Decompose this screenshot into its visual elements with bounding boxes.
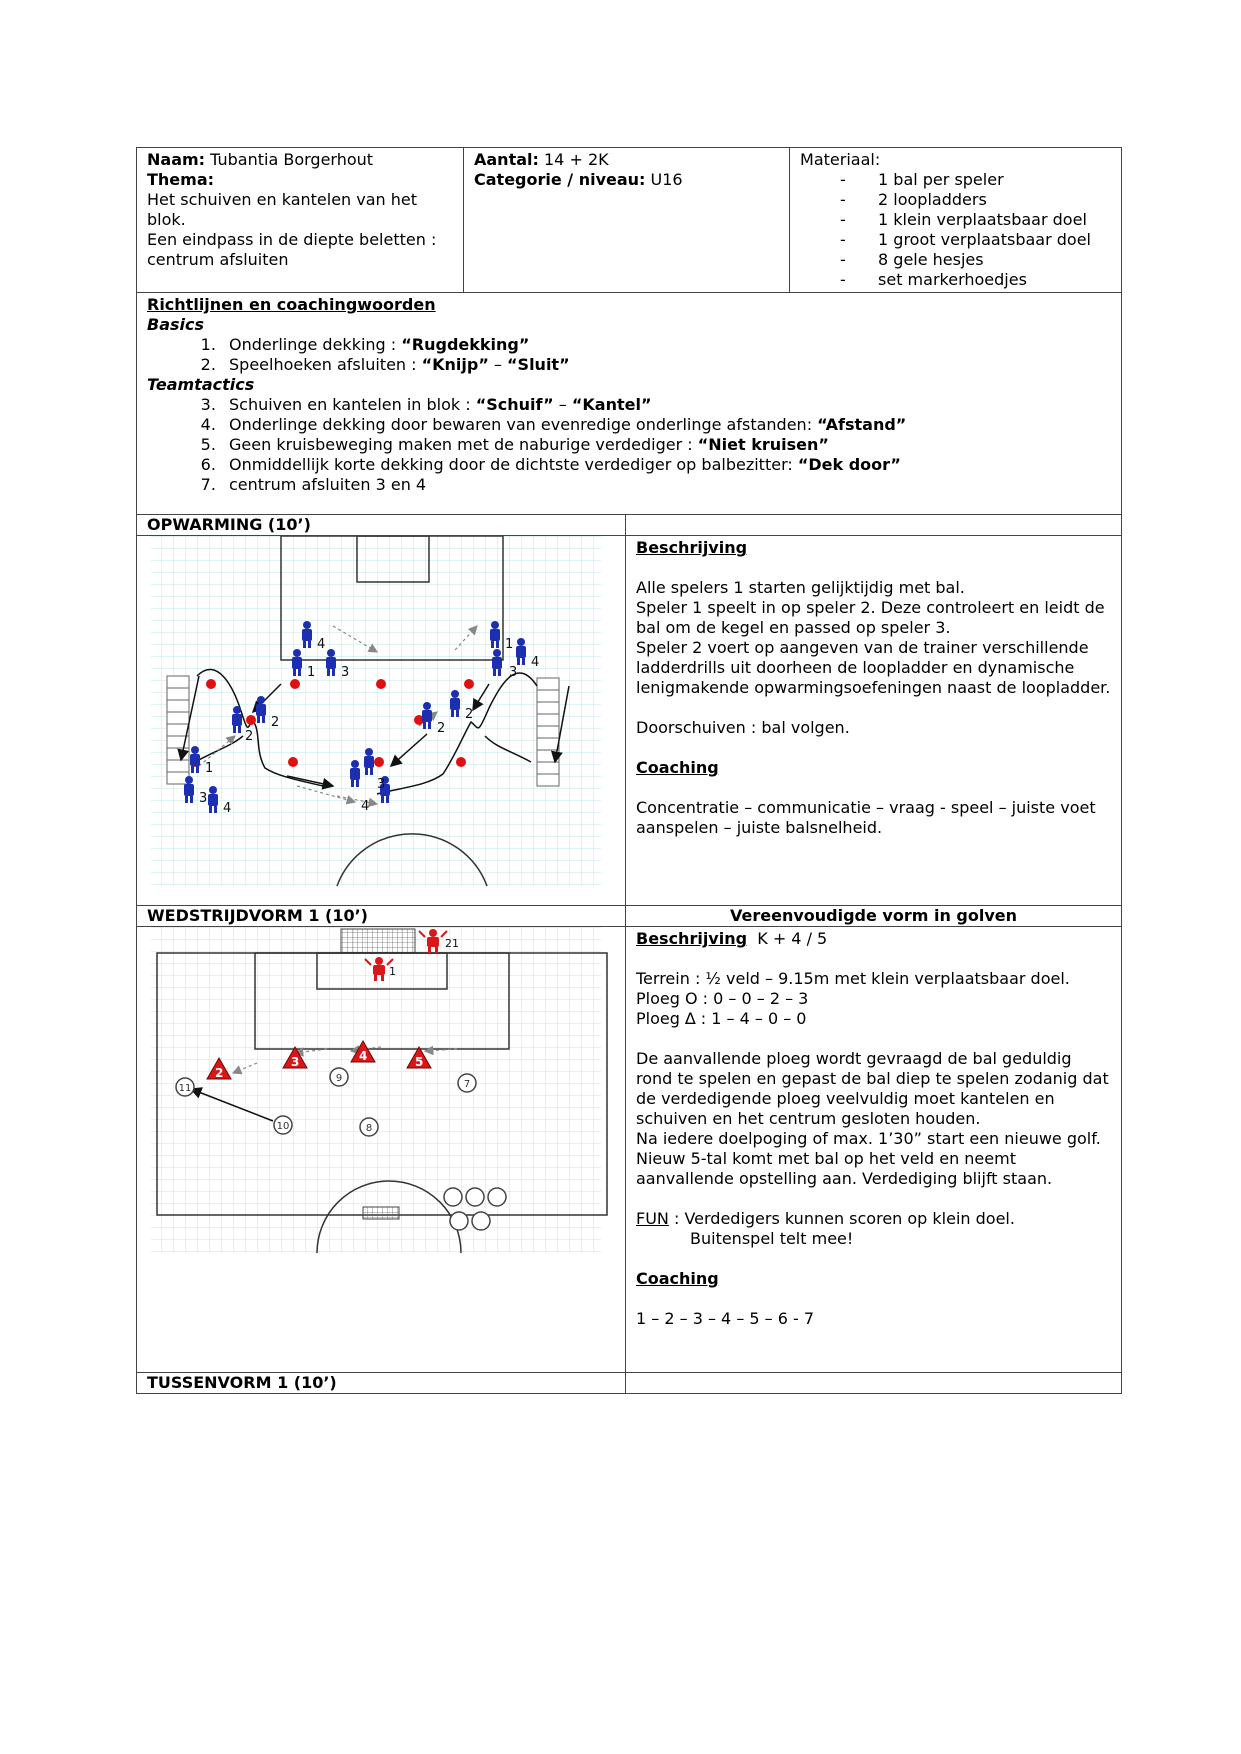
wedstrijdvorm-paragraph: De aanvallende ploeg wordt gevraagd de bal geduldig rond te spelen en gepast de bal diep te spelen zodanig dat de verdedigende ploeg veelvuldig moet kantelen en schuiven en het centrum gesloten houden. Na iedere doelpoging of max. 1’30” start een nieuwe golf. Nieuw 5-tal komt met bal op het veld en neemt aanvallende opstelling aan. Verdediging blijft staan. bbox=[636, 1049, 1109, 1188]
wedstrijdvorm-header-row bbox=[137, 906, 1122, 927]
aantal-cell bbox=[464, 148, 790, 293]
wedstrijdvorm-diagram bbox=[137, 927, 625, 1367]
player-number: 4 bbox=[361, 799, 370, 814]
teamtactics-item: 5. Geen kruisbeweging maken met de naburige verdediger : “Niet kruisen” bbox=[221, 435, 1111, 455]
materiaal-item: - set markerhoedjes bbox=[840, 270, 1111, 290]
player-number: 2 bbox=[437, 721, 446, 736]
wedstrijdvorm-title: WEDSTRIJDVORM 1 (10’) bbox=[137, 906, 626, 927]
thema-line: Het schuiven en kantelen van het bbox=[147, 190, 418, 209]
richtlijnen-cell bbox=[137, 293, 1122, 515]
player-number: 4 bbox=[223, 801, 232, 816]
fun-line: : Verdedigers kunnen scoren op klein doel. bbox=[668, 1209, 1015, 1228]
player-number: 1 bbox=[307, 665, 316, 680]
thema-label: Thema: bbox=[147, 170, 215, 189]
aantal-label: Aantal: bbox=[474, 150, 539, 169]
player-number: 1 bbox=[205, 761, 214, 776]
teamtactics-item: 6. Onmiddellijk korte dekking door de dichtste verdediger op balbezitter: “Dek door” bbox=[221, 455, 1111, 475]
teamtactics-item: 4. Onderlinge dekking door bewaren van evenredige onderlinge afstanden: “Afstand” bbox=[221, 415, 1111, 435]
opwarming-text-cell bbox=[626, 536, 1122, 906]
wedstrijdvorm-diagram-cell bbox=[137, 927, 626, 1373]
wedstrijdvorm-text-cell bbox=[626, 927, 1122, 1373]
ploeg-o-text: Ploeg O : 0 – 0 – 2 – 3 bbox=[636, 989, 809, 1008]
wedstrijdvorm-row bbox=[137, 927, 1122, 1373]
opwarming-paragraph: Doorschuiven : bal volgen. bbox=[636, 718, 850, 737]
attacker-number: 11 bbox=[178, 1083, 192, 1094]
teamtactics-title: Teamtactics bbox=[147, 375, 255, 394]
player-number: 2 bbox=[465, 707, 474, 722]
tussenvorm-title: TUSSENVORM 1 (10’) bbox=[137, 1373, 626, 1394]
player-number: 4 bbox=[531, 655, 540, 670]
training-sheet bbox=[136, 147, 1121, 1394]
defender-number: 3 bbox=[291, 1055, 300, 1069]
materiaal-item: - 1 klein verplaatsbaar doel bbox=[840, 210, 1111, 230]
materiaal-item: - 2 loopladders bbox=[840, 190, 1111, 210]
thema-line: blok. bbox=[147, 210, 186, 229]
keeper-number: 21 bbox=[445, 937, 459, 950]
player-number: 3 bbox=[377, 777, 386, 792]
richtlijnen-row bbox=[137, 293, 1122, 515]
fun-line: Buitenspel telt mee! bbox=[690, 1229, 854, 1248]
keeper-number: 1 bbox=[389, 965, 396, 978]
naam-value: Tubantia Borgerhout bbox=[210, 150, 374, 169]
beschrijving-title: Beschrijving bbox=[636, 538, 748, 557]
loopladder-right bbox=[537, 678, 559, 786]
player-number: 3 bbox=[341, 665, 350, 680]
materiaal-item: - 1 bal per speler bbox=[840, 170, 1111, 190]
coaching-text: Concentratie – communicatie – vraag - speel – juiste voet aanspelen – juiste balsnelheid. bbox=[636, 798, 1096, 837]
aantal-value: 14 + 2K bbox=[544, 150, 609, 169]
opwarming-header-empty bbox=[626, 515, 1122, 536]
opwarming-diagram bbox=[137, 536, 625, 900]
loopladder-left bbox=[167, 676, 189, 784]
basics-list bbox=[147, 335, 1111, 375]
tussenvorm-header-row bbox=[137, 1373, 1122, 1394]
thema-line: centrum afsluiten bbox=[147, 250, 289, 269]
categorie-label: Categorie / niveau: bbox=[474, 170, 646, 189]
opwarming-diagram-cell bbox=[137, 536, 626, 906]
materiaal-item: - 8 gele hesjes bbox=[840, 250, 1111, 270]
attacker-number: 10 bbox=[276, 1121, 290, 1132]
beschrijving-suffix: K + 4 / 5 bbox=[757, 929, 828, 948]
wedstrijdvorm-subtitle: Vereenvoudigde vorm in golven bbox=[626, 906, 1122, 927]
attacker-number: 8 bbox=[365, 1123, 373, 1134]
terrein-text: Terrein : ½ veld – 9.15m met klein verplaatsbaar doel. bbox=[636, 969, 1070, 988]
header-row bbox=[137, 148, 1122, 293]
basics-item: 1. Onderlinge dekking : “Rugdekking” bbox=[221, 335, 1111, 355]
player-number: 2 bbox=[245, 729, 254, 744]
naam-label: Naam: bbox=[147, 150, 206, 169]
materiaal-list bbox=[800, 170, 1111, 290]
teamtactics-item: 7. centrum afsluiten 3 en 4 bbox=[221, 475, 1111, 495]
small-goal bbox=[363, 1207, 399, 1219]
coaching-title: Coaching bbox=[636, 1269, 719, 1288]
ploeg-d-text: Ploeg ∆ : 1 – 4 – 0 – 0 bbox=[636, 1009, 807, 1028]
basics-item: 2. Speelhoeken afsluiten : “Knijp” – “Sluit” bbox=[221, 355, 1111, 375]
player-number: 3 bbox=[199, 791, 208, 806]
training-table bbox=[136, 147, 1122, 1394]
materiaal-item: - 1 groot verplaatsbaar doel bbox=[840, 230, 1111, 250]
defender-number: 5 bbox=[415, 1055, 424, 1069]
coaching-text: 1 – 2 – 3 – 4 – 5 – 6 - 7 bbox=[636, 1309, 815, 1328]
player-number: 2 bbox=[271, 715, 280, 730]
teamtactics-item: 3. Schuiven en kantelen in blok : “Schuif” – “Kantel” bbox=[221, 395, 1111, 415]
opwarming-header-row bbox=[137, 515, 1122, 536]
tussenvorm-header-empty bbox=[626, 1373, 1122, 1394]
basics-title: Basics bbox=[147, 315, 205, 334]
materiaal-cell bbox=[790, 148, 1122, 293]
categorie-value: U16 bbox=[650, 170, 683, 189]
coaching-title: Coaching bbox=[636, 758, 719, 777]
materiaal-label: Materiaal: bbox=[800, 150, 881, 169]
big-goal bbox=[341, 929, 415, 953]
defender-number: 2 bbox=[215, 1066, 224, 1080]
teamtactics-list bbox=[147, 395, 1111, 495]
opwarming-paragraph: Alle spelers 1 starten gelijktijdig met bal. Speler 1 speelt in op speler 2. Deze controleert en leidt de bal om de kegel en passed op speler 3. Speler 2 voert op aangeven van de trainer verschillende ladderdrills uit doorheen de loopladder en dynamische lenigmakende opwarmingsoefeningen naast de loopladder. bbox=[636, 578, 1111, 697]
thema-line: Een eindpass in de diepte beletten : bbox=[147, 230, 437, 249]
attacker-number: 9 bbox=[335, 1073, 343, 1084]
player-number: 4 bbox=[317, 637, 326, 652]
fun-label: FUN bbox=[636, 1209, 669, 1228]
opwarming-row bbox=[137, 536, 1122, 906]
defender-number: 4 bbox=[359, 1049, 368, 1063]
naam-cell bbox=[137, 148, 464, 293]
player-number: 1 bbox=[505, 637, 514, 652]
attacker-number: 7 bbox=[463, 1079, 471, 1090]
beschrijving-title: Beschrijving bbox=[636, 929, 748, 948]
grid-background bbox=[151, 536, 601, 886]
player-number: 3 bbox=[509, 665, 518, 680]
opwarming-title: OPWARMING (10’) bbox=[137, 515, 626, 536]
richtlijnen-title: Richtlijnen en coachingwoorden bbox=[147, 295, 436, 314]
